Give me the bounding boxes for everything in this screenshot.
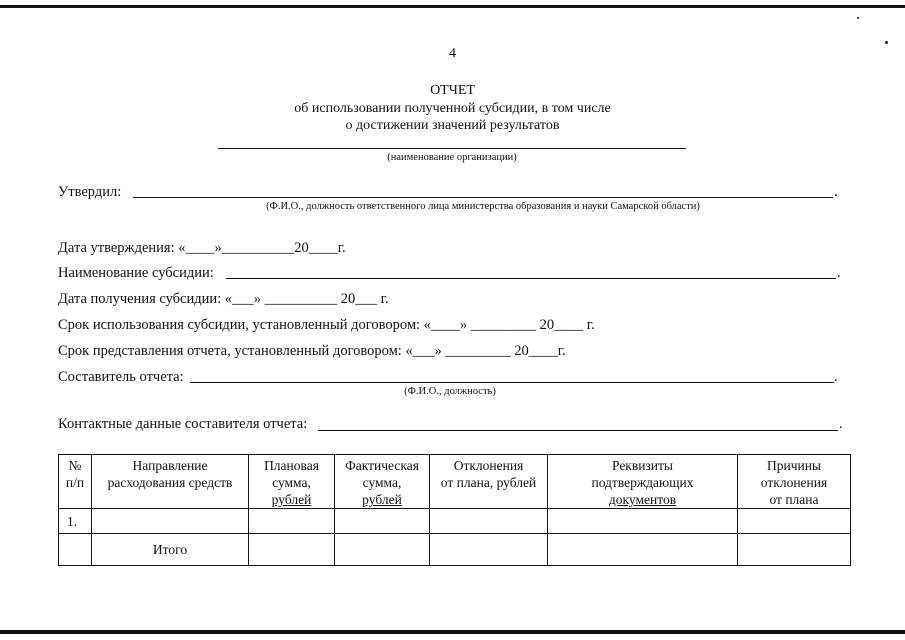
table-cell[interactable] — [430, 534, 548, 566]
usage-term-field[interactable]: Срок использования субсидии, установленный договором: «____» _________ 20____ г. — [58, 317, 595, 333]
report-term-field[interactable]: Срок представления отчета, установленный договором: «___» _________ 20____г. — [58, 343, 566, 359]
organization-name-line[interactable] — [218, 148, 686, 149]
table-cell[interactable] — [59, 534, 92, 566]
table-cell[interactable] — [249, 509, 335, 534]
compiler-label: Составитель отчета: — [58, 369, 184, 385]
table-cell[interactable] — [738, 534, 851, 566]
page-number: 4 — [449, 46, 456, 61]
column-header-number: № п/п — [59, 455, 92, 509]
table-cell[interactable] — [738, 509, 851, 534]
table-cell[interactable] — [430, 509, 548, 534]
receipt-date-field[interactable]: Дата получения субсидии: «___» __________ 20___ г. — [58, 291, 389, 307]
trailing-period: . — [834, 369, 838, 385]
table-row-total — [59, 534, 851, 566]
compiler-line[interactable] — [190, 382, 834, 383]
scan-border-top — [0, 5, 905, 8]
document-subtitle-line2: о достижении значений результатов — [345, 118, 560, 133]
subsidy-name-label: Наименование субсидии: — [58, 265, 214, 281]
approved-by-caption: (Ф.И.О., должность ответственного лица министерства образования и науки Самарской области) — [266, 201, 700, 212]
column-header-documents: Реквизиты подтверждающих документов — [548, 455, 738, 509]
scan-speck — [885, 41, 888, 44]
approved-by-label: Утвердил: — [58, 184, 122, 200]
table-header-row — [59, 455, 851, 509]
compiler-caption: (Ф.И.О., должность) — [404, 386, 496, 397]
table-cell[interactable] — [548, 509, 738, 534]
column-header-planned-amount: Плановая сумма, рублей — [249, 455, 335, 509]
contacts-label: Контактные данные составителя отчета: — [58, 416, 308, 432]
table-cell[interactable] — [92, 509, 249, 534]
report-table — [58, 454, 851, 566]
document-title: ОТЧЕТ — [430, 83, 475, 98]
table-cell[interactable] — [335, 509, 430, 534]
organization-caption: (наименование организации) — [387, 152, 517, 163]
table-row — [59, 509, 851, 534]
column-header-actual-amount: Фактическая сумма, рублей — [335, 455, 430, 509]
trailing-period: . — [837, 265, 841, 281]
approved-by-line[interactable] — [133, 197, 833, 198]
approval-date-field[interactable]: Дата утверждения: «____»__________20____г. — [58, 240, 346, 256]
trailing-period: . — [839, 416, 843, 432]
table-cell[interactable] — [249, 534, 335, 566]
document-subtitle-line1: об использовании полученной субсидии, в том числе — [294, 101, 611, 116]
scan-speck — [857, 17, 859, 19]
contacts-line[interactable] — [318, 430, 838, 431]
table-cell[interactable] — [335, 534, 430, 566]
column-header-reasons: Причины отклонения от плана — [738, 455, 851, 509]
table-cell[interactable] — [548, 534, 738, 566]
column-header-deviation: Отклонения от плана, рублей — [430, 455, 548, 509]
table-cell-total-label: Итого — [92, 534, 249, 566]
trailing-period: . — [834, 184, 838, 200]
table-cell[interactable]: 1. — [59, 509, 92, 534]
column-header-direction: Направление расходования средств — [92, 455, 249, 509]
subsidy-name-line[interactable] — [226, 278, 836, 279]
scan-border-bottom — [0, 630, 905, 634]
